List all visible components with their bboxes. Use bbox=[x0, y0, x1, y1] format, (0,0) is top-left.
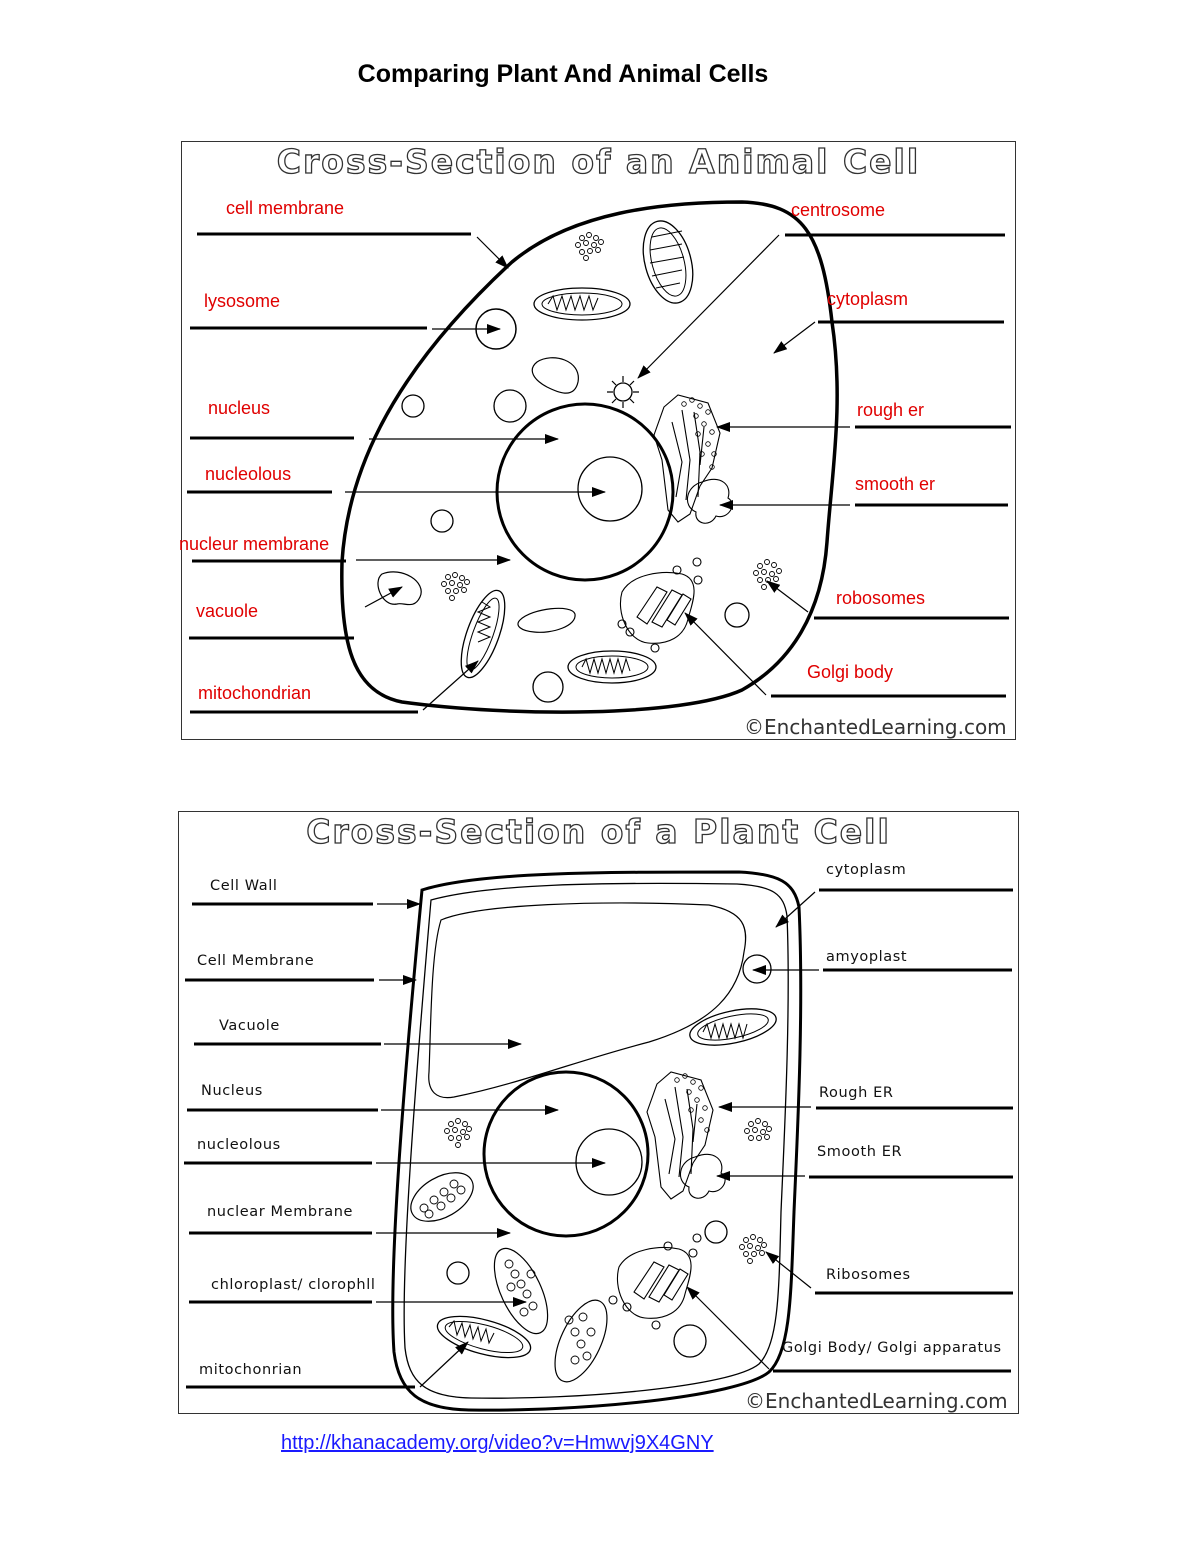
animal-copyright: ©EnchantedLearning.com bbox=[744, 715, 1007, 739]
label-nucleus: nucleus bbox=[208, 398, 271, 418]
plant-cell-diagram bbox=[178, 811, 1019, 1414]
label-chloroplast: chloroplast/ clorophll bbox=[211, 1277, 376, 1293]
label-lysosome: lysosome bbox=[204, 291, 281, 311]
plant-copyright: ©EnchantedLearning.com bbox=[745, 1389, 1008, 1413]
label-smooth-er: smooth er bbox=[855, 474, 936, 494]
label-nucleur-membrane: nucleur membrane bbox=[179, 534, 330, 554]
label-cell-membrane: Cell Membrane bbox=[197, 953, 315, 969]
khan-academy-link[interactable]: http://khanacademy.org/video?v=Hmwvj9X4GNY bbox=[281, 1432, 714, 1454]
animal-cell-illustration bbox=[182, 142, 1017, 741]
plant-cell-illustration bbox=[179, 812, 1020, 1415]
label-nucleolous: nucleolous bbox=[197, 1137, 281, 1153]
page-title: Comparing Plant And Animal Cells bbox=[357, 60, 769, 88]
label-amyoplast: amyoplast bbox=[826, 949, 908, 965]
label-golgi-apparatus: Golgi Body/ Golgi apparatus bbox=[782, 1340, 1002, 1356]
label-nucleolous: nucleolous bbox=[205, 464, 292, 484]
label-ribosomes: Ribosomes bbox=[826, 1267, 911, 1283]
label-vacuole: vacuole bbox=[196, 601, 259, 621]
label-nuclear-membrane: nuclear Membrane bbox=[207, 1204, 354, 1220]
animal-cell-diagram bbox=[181, 141, 1016, 740]
label-vacuole: Vacuole bbox=[219, 1018, 280, 1034]
label-cell-membrane: cell membrane bbox=[226, 198, 345, 218]
label-cytoplasm: cytoplasm bbox=[826, 862, 907, 878]
label-golgi-body: Golgi body bbox=[807, 662, 894, 682]
label-mitochondrian: mitochondrian bbox=[198, 683, 312, 703]
label-rough-er: rough er bbox=[857, 400, 925, 420]
label-cytoplasm: cytoplasm bbox=[827, 289, 909, 309]
label-cell-wall: Cell Wall bbox=[210, 878, 278, 894]
label-rough-er: Rough ER bbox=[819, 1085, 894, 1101]
label-robosomes: robosomes bbox=[836, 588, 926, 608]
animal-diagram-title: Cross-Section of an Animal Cell bbox=[276, 142, 921, 181]
label-mitochonrian: mitochonrian bbox=[199, 1362, 303, 1378]
label-nucleus: Nucleus bbox=[201, 1083, 263, 1099]
label-centrosome: centrosome bbox=[791, 200, 886, 220]
label-smooth-er: Smooth ER bbox=[817, 1144, 903, 1160]
plant-diagram-title: Cross-Section of a Plant Cell bbox=[306, 812, 891, 851]
